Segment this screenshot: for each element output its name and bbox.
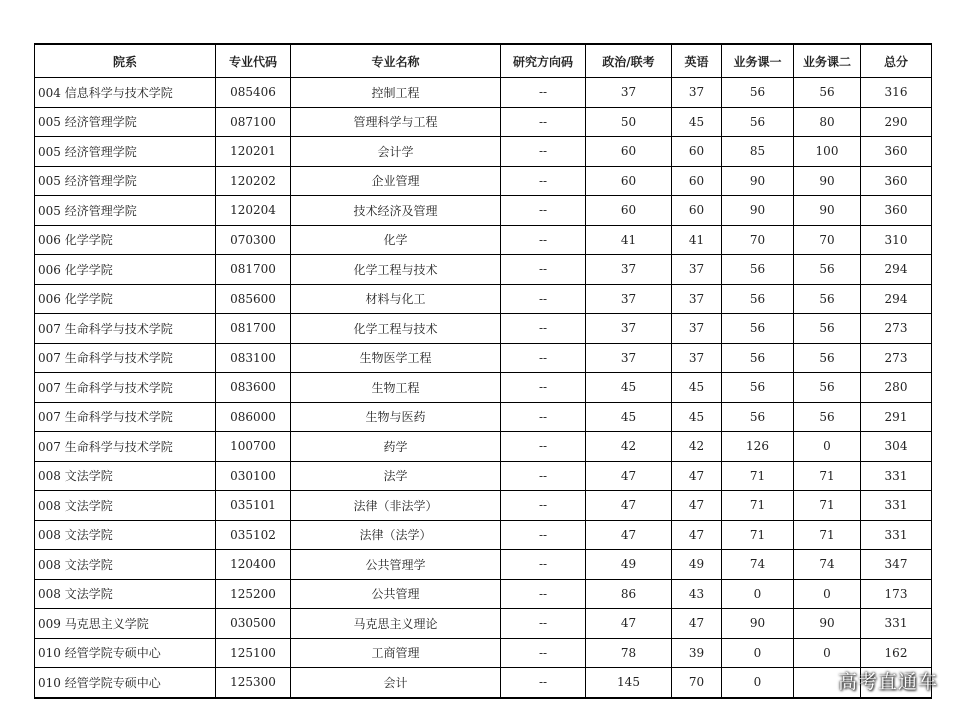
course-two-cell: 56 xyxy=(794,284,861,314)
english-cell: 45 xyxy=(672,373,722,403)
english-cell: 37 xyxy=(672,314,722,344)
major-code-cell: 030100 xyxy=(216,461,291,491)
table-row xyxy=(35,255,932,285)
politics-cell: 37 xyxy=(586,78,672,108)
course-two-cell: 56 xyxy=(794,343,861,373)
table-row xyxy=(35,225,932,255)
direction-code-cell: -- xyxy=(501,550,586,580)
major-name-cell: 企业管理 xyxy=(291,166,501,196)
direction-code-cell: -- xyxy=(501,196,586,226)
major-code-cell: 125200 xyxy=(216,579,291,609)
header-major-name: 专业名称 xyxy=(291,44,501,78)
course-one-cell: 74 xyxy=(722,550,794,580)
total-cell: 273 xyxy=(861,343,932,373)
politics-cell: 45 xyxy=(586,402,672,432)
total-cell: 360 xyxy=(861,196,932,226)
total-cell: 290 xyxy=(861,107,932,137)
english-cell: 60 xyxy=(672,196,722,226)
english-cell: 45 xyxy=(672,402,722,432)
politics-cell: 47 xyxy=(586,609,672,639)
direction-code-cell: -- xyxy=(501,491,586,521)
major-name-cell: 生物医学工程 xyxy=(291,343,501,373)
college-cell: 008 文法学院 xyxy=(35,520,216,550)
major-name-cell: 药学 xyxy=(291,432,501,462)
major-code-cell: 081700 xyxy=(216,314,291,344)
major-code-cell: 087100 xyxy=(216,107,291,137)
major-code-cell: 070300 xyxy=(216,225,291,255)
direction-code-cell: -- xyxy=(501,314,586,344)
english-cell: 49 xyxy=(672,550,722,580)
college-cell: 007 生命科学与技术学院 xyxy=(35,402,216,432)
politics-cell: 50 xyxy=(586,107,672,137)
major-code-cell: 120202 xyxy=(216,166,291,196)
total-cell: 331 xyxy=(861,461,932,491)
course-two-cell: 100 xyxy=(794,137,861,167)
major-code-cell: 120400 xyxy=(216,550,291,580)
course-two-cell: 80 xyxy=(794,107,861,137)
direction-code-cell: -- xyxy=(501,255,586,285)
english-cell: 37 xyxy=(672,255,722,285)
course-two-cell: 90 xyxy=(794,166,861,196)
course-one-cell: 126 xyxy=(722,432,794,462)
course-two-cell: 71 xyxy=(794,491,861,521)
table-body xyxy=(35,78,932,698)
major-name-cell: 法学 xyxy=(291,461,501,491)
direction-code-cell: -- xyxy=(501,166,586,196)
politics-cell: 42 xyxy=(586,432,672,462)
major-code-cell: 083600 xyxy=(216,373,291,403)
major-name-cell: 材料与化工 xyxy=(291,284,501,314)
college-cell: 008 文法学院 xyxy=(35,491,216,521)
total-cell: 294 xyxy=(861,284,932,314)
course-two-cell: 0 xyxy=(794,432,861,462)
college-cell: 008 文法学院 xyxy=(35,550,216,580)
course-one-cell: 0 xyxy=(722,638,794,668)
college-cell: 006 化学学院 xyxy=(35,255,216,285)
politics-cell: 37 xyxy=(586,255,672,285)
table-row xyxy=(35,196,932,226)
table-row xyxy=(35,609,932,639)
politics-cell: 60 xyxy=(586,166,672,196)
college-cell: 007 生命科学与技术学院 xyxy=(35,314,216,344)
course-one-cell: 85 xyxy=(722,137,794,167)
course-one-cell: 56 xyxy=(722,107,794,137)
course-two-cell: 0 xyxy=(794,638,861,668)
table-row xyxy=(35,402,932,432)
major-code-cell: 085406 xyxy=(216,78,291,108)
direction-code-cell: -- xyxy=(501,225,586,255)
college-cell: 007 生命科学与技术学院 xyxy=(35,343,216,373)
major-name-cell: 法律（非法学） xyxy=(291,491,501,521)
politics-cell: 49 xyxy=(586,550,672,580)
course-two-cell: 90 xyxy=(794,196,861,226)
english-cell: 60 xyxy=(672,137,722,167)
major-code-cell: 085600 xyxy=(216,284,291,314)
course-one-cell: 71 xyxy=(722,461,794,491)
major-name-cell: 会计学 xyxy=(291,137,501,167)
politics-cell: 47 xyxy=(586,491,672,521)
major-name-cell: 化学工程与技术 xyxy=(291,255,501,285)
course-two-cell: 56 xyxy=(794,255,861,285)
direction-code-cell: -- xyxy=(501,402,586,432)
total-cell: 331 xyxy=(861,491,932,521)
major-name-cell: 生物与医药 xyxy=(291,402,501,432)
course-one-cell: 0 xyxy=(722,579,794,609)
course-one-cell: 56 xyxy=(722,402,794,432)
major-code-cell: 125100 xyxy=(216,638,291,668)
course-one-cell: 56 xyxy=(722,314,794,344)
major-code-cell: 035101 xyxy=(216,491,291,521)
course-one-cell: 56 xyxy=(722,255,794,285)
course-one-cell: 56 xyxy=(722,284,794,314)
direction-code-cell: -- xyxy=(501,284,586,314)
header-direction-code: 研究方向码 xyxy=(501,44,586,78)
english-cell: 39 xyxy=(672,638,722,668)
english-cell: 37 xyxy=(672,343,722,373)
table-header xyxy=(35,44,932,78)
table-row xyxy=(35,78,932,108)
college-cell: 005 经济管理学院 xyxy=(35,107,216,137)
politics-cell: 86 xyxy=(586,579,672,609)
politics-cell: 37 xyxy=(586,343,672,373)
direction-code-cell: -- xyxy=(501,579,586,609)
direction-code-cell: -- xyxy=(501,137,586,167)
college-cell: 007 生命科学与技术学院 xyxy=(35,373,216,403)
politics-cell: 37 xyxy=(586,314,672,344)
total-cell: 331 xyxy=(861,520,932,550)
course-two-cell: 71 xyxy=(794,520,861,550)
watermark: 高考直通车 xyxy=(837,671,938,693)
header-total: 总分 xyxy=(861,44,932,78)
header-politics: 政治/联考 xyxy=(586,44,672,78)
header-college: 院系 xyxy=(35,44,216,78)
politics-cell: 60 xyxy=(586,196,672,226)
college-cell: 004 信息科学与技术学院 xyxy=(35,78,216,108)
english-cell: 60 xyxy=(672,166,722,196)
direction-code-cell: -- xyxy=(501,461,586,491)
college-cell: 006 化学学院 xyxy=(35,284,216,314)
college-cell: 009 马克思主义学院 xyxy=(35,609,216,639)
major-code-cell: 081700 xyxy=(216,255,291,285)
major-code-cell: 120201 xyxy=(216,137,291,167)
english-cell: 41 xyxy=(672,225,722,255)
table-row xyxy=(35,491,932,521)
major-name-cell: 化学 xyxy=(291,225,501,255)
politics-cell: 78 xyxy=(586,638,672,668)
total-cell: 291 xyxy=(861,402,932,432)
header-course-two: 业务课二 xyxy=(794,44,861,78)
total-cell: 316 xyxy=(861,78,932,108)
college-cell: 006 化学学院 xyxy=(35,225,216,255)
major-name-cell: 公共管理学 xyxy=(291,550,501,580)
politics-cell: 60 xyxy=(586,137,672,167)
header-row xyxy=(35,44,932,78)
major-name-cell: 会计 xyxy=(291,668,501,698)
table-row xyxy=(35,373,932,403)
direction-code-cell: -- xyxy=(501,107,586,137)
college-cell: 007 生命科学与技术学院 xyxy=(35,432,216,462)
politics-cell: 37 xyxy=(586,284,672,314)
table-row xyxy=(35,461,932,491)
direction-code-cell: -- xyxy=(501,638,586,668)
direction-code-cell: -- xyxy=(501,668,586,698)
politics-cell: 41 xyxy=(586,225,672,255)
course-one-cell: 0 xyxy=(722,668,794,698)
college-cell: 005 经济管理学院 xyxy=(35,166,216,196)
major-code-cell: 030500 xyxy=(216,609,291,639)
direction-code-cell: -- xyxy=(501,373,586,403)
course-two-cell: 70 xyxy=(794,225,861,255)
total-cell: 304 xyxy=(861,432,932,462)
major-code-cell: 083100 xyxy=(216,343,291,373)
course-two-cell: 56 xyxy=(794,373,861,403)
table-row xyxy=(35,550,932,580)
table-row xyxy=(35,668,932,698)
course-one-cell: 90 xyxy=(722,166,794,196)
total-cell: 347 xyxy=(861,550,932,580)
course-two-cell: 74 xyxy=(794,550,861,580)
college-cell: 008 文法学院 xyxy=(35,461,216,491)
politics-cell: 145 xyxy=(586,668,672,698)
header-major-code: 专业代码 xyxy=(216,44,291,78)
college-cell: 005 经济管理学院 xyxy=(35,137,216,167)
college-cell: 005 经济管理学院 xyxy=(35,196,216,226)
english-cell: 42 xyxy=(672,432,722,462)
course-one-cell: 56 xyxy=(722,78,794,108)
english-cell: 47 xyxy=(672,461,722,491)
major-code-cell: 086000 xyxy=(216,402,291,432)
english-cell: 47 xyxy=(672,609,722,639)
major-name-cell: 化学工程与技术 xyxy=(291,314,501,344)
major-code-cell: 120204 xyxy=(216,196,291,226)
major-code-cell: 035102 xyxy=(216,520,291,550)
table-row xyxy=(35,343,932,373)
table-row xyxy=(35,137,932,167)
score-table xyxy=(34,43,932,699)
course-one-cell: 70 xyxy=(722,225,794,255)
english-cell: 45 xyxy=(672,107,722,137)
table-row xyxy=(35,520,932,550)
major-name-cell: 工商管理 xyxy=(291,638,501,668)
major-name-cell: 公共管理 xyxy=(291,579,501,609)
total-cell: 331 xyxy=(861,609,932,639)
course-one-cell: 56 xyxy=(722,373,794,403)
total-cell: 310 xyxy=(861,225,932,255)
total-cell: 360 xyxy=(861,137,932,167)
direction-code-cell: -- xyxy=(501,520,586,550)
major-name-cell: 技术经济及管理 xyxy=(291,196,501,226)
course-two-cell: 90 xyxy=(794,609,861,639)
major-name-cell: 控制工程 xyxy=(291,78,501,108)
course-two-cell: 0 xyxy=(794,579,861,609)
politics-cell: 47 xyxy=(586,461,672,491)
course-one-cell: 90 xyxy=(722,609,794,639)
major-code-cell: 100700 xyxy=(216,432,291,462)
college-cell: 010 经管学院专硕中心 xyxy=(35,638,216,668)
total-cell: 280 xyxy=(861,373,932,403)
college-cell: 010 经管学院专硕中心 xyxy=(35,668,216,698)
english-cell: 47 xyxy=(672,520,722,550)
course-one-cell: 71 xyxy=(722,520,794,550)
course-two-cell: 71 xyxy=(794,461,861,491)
total-cell: 162 xyxy=(861,638,932,668)
college-cell: 008 文法学院 xyxy=(35,579,216,609)
course-one-cell: 71 xyxy=(722,491,794,521)
total-cell: 294 xyxy=(861,255,932,285)
major-name-cell: 生物工程 xyxy=(291,373,501,403)
table-row xyxy=(35,107,932,137)
english-cell: 47 xyxy=(672,491,722,521)
direction-code-cell: -- xyxy=(501,78,586,108)
total-cell: 173 xyxy=(861,579,932,609)
english-cell: 43 xyxy=(672,579,722,609)
table-row xyxy=(35,166,932,196)
direction-code-cell: -- xyxy=(501,609,586,639)
politics-cell: 45 xyxy=(586,373,672,403)
header-english: 英语 xyxy=(672,44,722,78)
major-name-cell: 马克思主义理论 xyxy=(291,609,501,639)
direction-code-cell: -- xyxy=(501,343,586,373)
english-cell: 70 xyxy=(672,668,722,698)
english-cell: 37 xyxy=(672,78,722,108)
politics-cell: 47 xyxy=(586,520,672,550)
course-two-cell: 56 xyxy=(794,402,861,432)
course-one-cell: 56 xyxy=(722,343,794,373)
course-two-cell: 56 xyxy=(794,314,861,344)
english-cell: 37 xyxy=(672,284,722,314)
major-code-cell: 125300 xyxy=(216,668,291,698)
header-course-one: 业务课一 xyxy=(722,44,794,78)
table-row xyxy=(35,638,932,668)
total-cell: 273 xyxy=(861,314,932,344)
direction-code-cell: -- xyxy=(501,432,586,462)
course-two-cell: 56 xyxy=(794,78,861,108)
course-one-cell: 90 xyxy=(722,196,794,226)
major-name-cell: 管理科学与工程 xyxy=(291,107,501,137)
table-row xyxy=(35,432,932,462)
table-row xyxy=(35,314,932,344)
major-name-cell: 法律（法学） xyxy=(291,520,501,550)
table-row xyxy=(35,579,932,609)
table-row xyxy=(35,284,932,314)
total-cell: 360 xyxy=(861,166,932,196)
